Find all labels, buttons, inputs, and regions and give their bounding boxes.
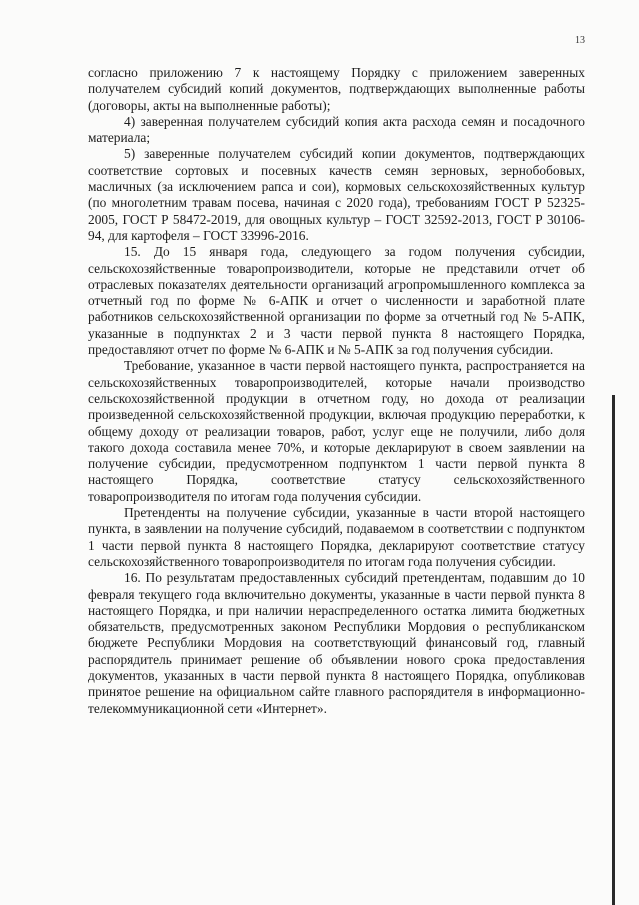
paragraph-item-4: 4) заверенная получателем субсидий копия акта расхода семян и посадочного материала; <box>88 113 585 146</box>
paragraph-clause-16: 16. По результатам предоставленных субсидий претендентам, подавшим до 10 февраля текущего года включительно документы, указанные в части первой пункта 8 настоящего Порядка, и при наличии нераспределенного остатка лимита бюджетных обязательств, предусмотренных законом Республики Мордовия о республиканском бюджете Республики Мордовия на соответствующий финансовый год, главный распорядитель принимает решение об объявлении нового срока предоставления документов, указанных в части первой пункта 8 настоящего Порядка, опубликовав принятое решение на официальном сайте главного распорядителя в информационно-телекоммуникационной сети «Интернет». <box>88 570 585 716</box>
scan-edge-line <box>612 395 615 905</box>
document-body <box>88 65 585 717</box>
paragraph-continuation: согласно приложению 7 к настоящему Порядку с приложением заверенных получателем субсидий копий документов, подтверждающих выполненные работы (договоры, акты на выполненные работы); <box>88 65 585 113</box>
page-number: 13 <box>575 35 585 46</box>
paragraph-applicants: Претенденты на получение субсидии, указанные в части второй настоящего пункта, в заявлении на получение субсидий, подаваемом в соответствии с подпунктом 1 части первой пункта 8 настоящего Порядка, декларируют соответствие статусу сельскохозяйственного товаропроизводителя по итогам года получения субсидии. <box>88 505 585 569</box>
paragraph-item-5: 5) заверенные получателем субсидий копии документов, подтверждающих соответствие сортовых и посевных качеств семян зерновых, зернобобовых, масличных (за исключением рапса и сои), кормовых сельскохозяйственных культур (по многолетним травам посева, начиная с 2020 года), требованиям ГОСТ Р 52325-2005, ГОСТ Р 58472-2019, для овощных культур – ГОСТ 32592-2013, ГОСТ Р 30106-94, для картофеля – ГОСТ 33996-2016. <box>88 146 585 243</box>
paragraph-clause-15: 15. До 15 января года, следующего за годом получения субсидии, сельскохозяйственные товаропроизводители, которые не представили отчет об отраслевых показателях деятельности организаций агропромышленного комплекса за отчетный год по форме № 6-АПК и отчет о численности и заработной плате работников сельскохозяйственной организации по форме за отчетный год № 5-АПК, указанные в подпунктах 2 и 3 части первой пункта 8 настоящего Порядка, предоставляют отчет по форме № 6-АПК и № 5-АПК за год получения субсидии. <box>88 244 585 358</box>
paragraph-requirement: Требование, указанное в части первой настоящего пункта, распространяется на сельскохозяйственных товаропроизводителей, которые начали производство сельскохозяйственной продукции в отчетном году, но дохода от реализации произведенной сельскохозяйственной продукции, включая продукцию переработки, к общему доходу от реализации товаров, работ, услуг еще не получили, либо доля такого дохода составила менее 70%, и которые декларируют в своем заявлении на получение субсидии, предусмотренном подпунктом 1 части первой пункта 8 настоящего Порядка, соответствие статусу сельскохозяйственного товаропроизводителя по итогам года получения субсидии. <box>88 358 585 504</box>
